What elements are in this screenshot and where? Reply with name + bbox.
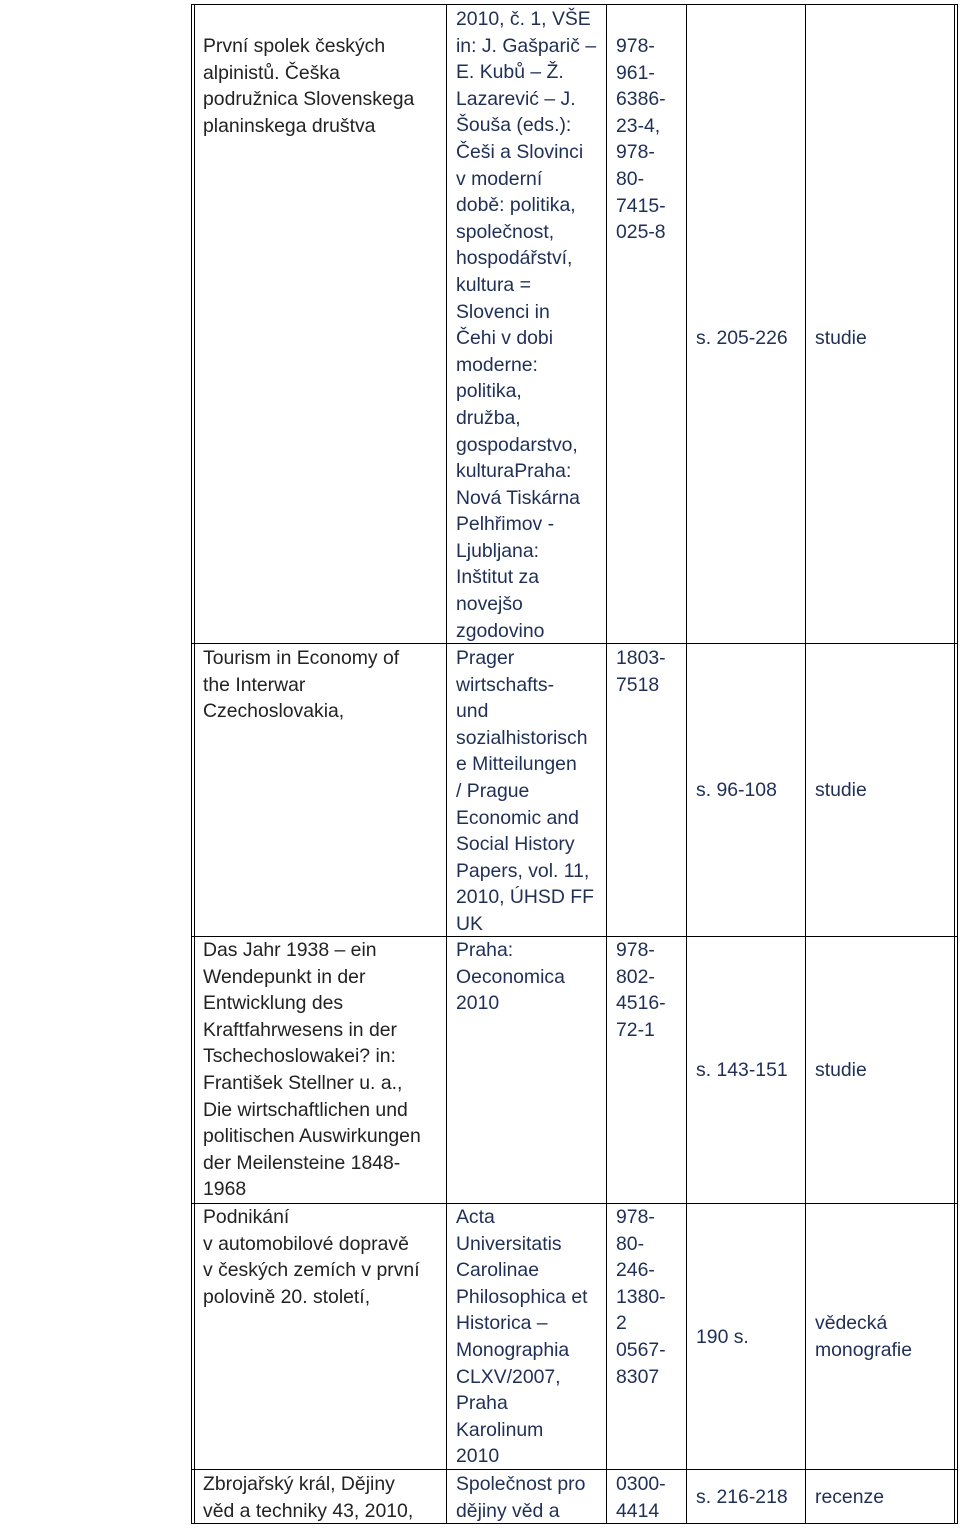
cell-pages [696, 777, 806, 804]
text-line: Papers, vol. 11, [456, 859, 590, 882]
text-line: s. 96-108 [696, 779, 777, 801]
text-line: gospodarstvo, [456, 433, 578, 456]
text-line: Universitatis [456, 1232, 562, 1255]
text-line: 978- [616, 141, 655, 164]
text-line: Prager [456, 647, 515, 669]
text-line: kulturaPraha: [456, 460, 572, 483]
text-line: Češi a Slovinci [456, 140, 584, 163]
text-line: Pelhřimov - [456, 513, 555, 536]
table-border-top [191, 4, 958, 5]
text-line: Tschechoslowakei? in: [203, 1045, 396, 1068]
text-line: 190 s. [696, 1326, 749, 1348]
text-line: in: J. Gašparič – [456, 34, 597, 57]
text-line: Čehi v dobi [456, 327, 554, 350]
text-line: 4414 [616, 1499, 660, 1522]
text-line: sozialhistorisch [456, 726, 588, 749]
text-line: Podnikání [203, 1206, 290, 1228]
text-line: vědecká [815, 1312, 888, 1334]
column-divider [446, 4, 447, 1524]
text-line: Oeconomica [456, 965, 565, 988]
text-line: podružnica Slovenskega [203, 88, 415, 111]
text-line: und [456, 700, 489, 723]
table-border-right-outer [957, 4, 958, 1524]
text-line: 8307 [616, 1365, 660, 1388]
text-line: 2010, ÚHSD FF [456, 886, 594, 909]
text-line: 2010 [456, 992, 500, 1015]
text-line: Inštitut za [456, 566, 539, 589]
text-line: politischen Auswirkungen [203, 1125, 421, 1148]
text-line: 80- [616, 1232, 645, 1255]
text-line: Entwicklung des [203, 992, 344, 1015]
text-line: E. Kubů – Ž. [456, 61, 564, 84]
text-line: Slovenci in [456, 300, 550, 323]
text-line: 2010, č. 1, VŠE [456, 8, 591, 30]
text-line: Czechoslovakia, [203, 700, 345, 723]
cell-source [456, 6, 606, 644]
cell-pages [696, 325, 806, 352]
text-line: the Interwar [203, 673, 306, 696]
text-line: Praha [456, 1392, 508, 1415]
text-line: věd a techniky 43, 2010, [203, 1499, 414, 1522]
text-line: s. 216-218 [696, 1486, 788, 1508]
text-line: František Stellner u. a., [203, 1071, 403, 1094]
text-line: dějiny věd a [456, 1499, 560, 1522]
cell-type [815, 777, 955, 804]
text-line: 961- [616, 61, 655, 84]
text-line: 978- [616, 35, 655, 57]
text-line: Tourism in Economy of [203, 647, 400, 669]
text-line: 1968 [203, 1178, 247, 1201]
cell-pages [696, 1324, 806, 1351]
text-line: 80- [616, 167, 645, 190]
text-line: 23-4, [616, 114, 661, 137]
text-line: recenze [815, 1486, 884, 1508]
text-line: monografie [815, 1338, 913, 1361]
cell-isbn [616, 937, 688, 1043]
text-line: Ljubljana: [456, 539, 540, 562]
cell-pages [696, 1057, 806, 1084]
text-line: 246- [616, 1259, 655, 1282]
text-line: v moderní [456, 167, 543, 190]
text-line: novejšo [456, 593, 523, 616]
text-line: Společnost pro [456, 1473, 586, 1495]
text-line: s. 205-226 [696, 327, 788, 349]
text-line: Wendepunkt in der [203, 965, 366, 988]
text-line: polovině 20. století, [203, 1285, 371, 1308]
text-line: UK [456, 912, 483, 935]
cell-source [456, 937, 606, 1017]
text-line: v automobilové dopravě [203, 1232, 409, 1255]
text-line: První spolek českých [203, 35, 386, 57]
text-line: družba, [456, 406, 521, 429]
text-line: kultura = [456, 273, 531, 296]
cell-title [203, 1204, 439, 1310]
text-line: společnost, [456, 220, 555, 243]
text-line: studie [815, 1059, 867, 1081]
text-line: Economic and [456, 806, 579, 829]
cell-source [456, 1204, 606, 1470]
cell-type [815, 1057, 955, 1084]
cell-isbn [616, 1204, 688, 1390]
text-line: Zbrojařský král, Dějiny [203, 1473, 395, 1495]
text-line: Šouša (eds.): [456, 114, 572, 137]
column-divider [606, 4, 607, 1524]
cell-type [815, 1310, 955, 1363]
text-line: 1380- [616, 1285, 666, 1308]
text-line: studie [815, 779, 867, 801]
text-line: Social History [456, 833, 575, 856]
text-line: Die wirtschaftlichen und [203, 1098, 408, 1121]
cell-type [815, 1484, 955, 1511]
text-line: 0567- [616, 1338, 666, 1361]
text-line: Nová Tiskárna [456, 486, 580, 509]
column-divider [805, 4, 806, 1524]
text-line: 2010 [456, 1445, 500, 1468]
text-line: 4516- [616, 992, 666, 1015]
text-line: alpinistů. Češka [203, 61, 340, 84]
cell-isbn [616, 33, 688, 246]
cell-title [203, 33, 439, 139]
text-line: studie [815, 327, 867, 349]
text-line: Philosophica et [456, 1285, 588, 1308]
cell-title [203, 1471, 439, 1524]
text-line: 7518 [616, 673, 660, 696]
text-line: Kraftfahrwesens in der [203, 1018, 398, 1041]
text-line: Das Jahr 1938 – ein [203, 939, 377, 961]
cell-isbn [616, 645, 688, 698]
text-line: Lazarević – J. [456, 87, 576, 110]
cell-pages [696, 1484, 806, 1511]
text-line: Praha: [456, 939, 514, 961]
text-line: Monographia [456, 1338, 570, 1361]
cell-isbn [616, 1471, 688, 1524]
text-line: Carolinae [456, 1259, 539, 1282]
text-line: wirtschafts- [456, 673, 555, 696]
text-line: 025-8 [616, 221, 666, 244]
text-line: Acta [456, 1206, 495, 1228]
text-line: 1803- [616, 647, 666, 669]
cell-source [456, 1471, 606, 1524]
text-line: době: politika, [456, 194, 576, 217]
text-line: 2 [616, 1312, 627, 1335]
text-line: 7415- [616, 194, 666, 217]
text-line: Karolinum [456, 1418, 544, 1441]
text-line: 0300- [616, 1473, 666, 1495]
table-border-left [191, 4, 192, 1524]
text-line: Historica – [456, 1312, 548, 1335]
cell-type [815, 325, 955, 352]
table-border-right [954, 4, 955, 1524]
text-line: CLXV/2007, [456, 1365, 561, 1388]
text-line: v českých zemích v první [203, 1259, 420, 1282]
text-line: hospodářství, [456, 247, 573, 270]
text-line: e Mitteilungen [456, 753, 577, 776]
text-line: 72-1 [616, 1018, 655, 1041]
table-border-left-inner [194, 4, 195, 1524]
text-line: 802- [616, 965, 655, 988]
cell-source [456, 645, 606, 938]
text-line: der Meilensteine 1848- [203, 1151, 401, 1174]
text-line: / Prague [456, 779, 530, 802]
text-line: politika, [456, 380, 522, 403]
cell-title [203, 937, 439, 1203]
text-line: s. 143-151 [696, 1059, 788, 1081]
text-line: zgodovino [456, 619, 545, 642]
text-line: 978- [616, 1206, 655, 1228]
text-line: planinskega društva [203, 114, 376, 137]
text-line: 6386- [616, 88, 666, 111]
text-line: 978- [616, 939, 655, 961]
text-line: moderne: [456, 353, 538, 376]
cell-title [203, 645, 439, 725]
